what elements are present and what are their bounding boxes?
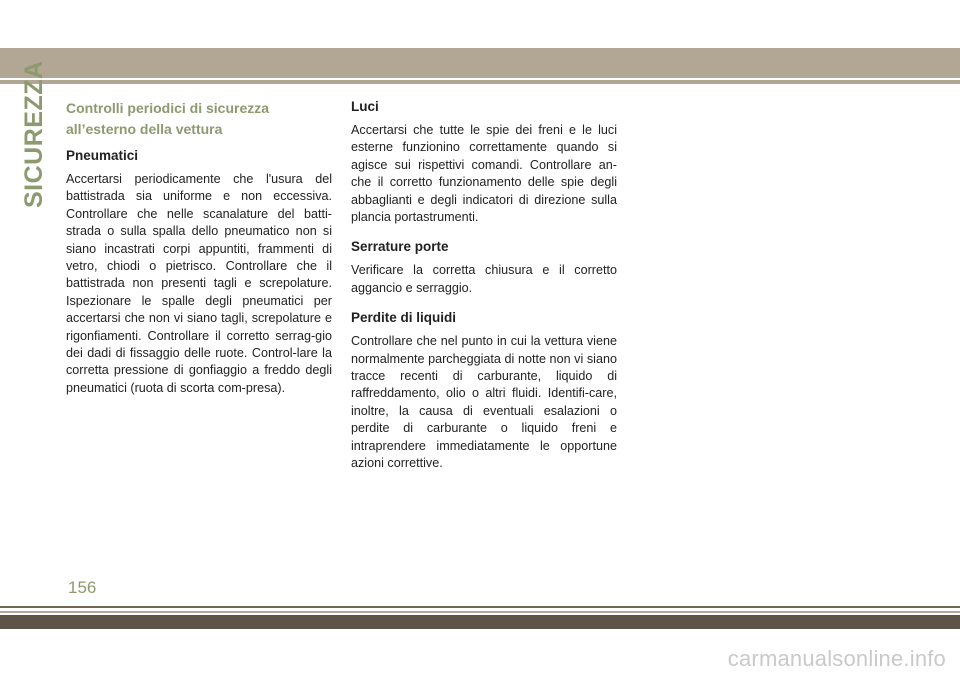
left-column: [66, 98, 332, 409]
page-number: 156: [68, 578, 97, 597]
section-title: Controlli periodici di sicurezza all’esterno della vettura: [66, 100, 270, 137]
right-column: [351, 98, 617, 485]
bottom-decorative-band: [0, 615, 960, 629]
paragraph-serrature-porte: Verificare la corretta chiusura e il corretto aggancio e serraggio.: [351, 263, 617, 295]
heading-serrature-porte: Serrature porte: [351, 239, 449, 255]
paragraph-perdite-liquidi: Controllare che nel punto in cui la vettura viene normalmente parcheggiata di notte non vi siano tracce recenti di carburante, liquido di raffreddamento, olio o altri fluidi. Identifi-care, inoltre, la causa di eventuali esalazioni o perdite di carburante o liquido freni e intraprendere immediatamente le opportune azioni correttive.: [351, 334, 617, 471]
heading-perdite-liquidi: Perdite di liquidi: [351, 310, 457, 326]
top-decorative-line: [0, 80, 960, 84]
heading-pneumatici: Pneumatici: [66, 148, 139, 163]
heading-luci: Luci: [351, 99, 379, 114]
top-decorative-band: [0, 48, 960, 78]
chapter-side-label: SICUREZZA: [20, 60, 48, 208]
paragraph-luci: Accertarsi che tutte le spie dei freni e le luci esterne funzionino correttamente quando si agisce sui rispettivi comandi. Controllare an-che il corretto funzionamento delle spie degli abbaglianti e degli indicatori di direzione sulla plancia portastrumenti.: [351, 123, 617, 225]
bottom-decorative-line: [0, 606, 960, 608]
paragraph-pneumatici: Accertarsi periodicamente che l'usura del battistrada sia uniforme e non eccessiva. Controllare che nelle scanalature del batti-strada o sulla spalla dello pneumatico non si siano incastrati corpi appuntiti, frammenti di vetro, chiodi o pietrisco. Controllare che il battistrada non presenti tagli e screpolature. Ispezionare le spalle degli pneumatici per accertarsi che non vi siano tagli, screpolature e rigonfiamenti. Controllare il corretto serrag-gio dei dadi di fissaggio delle ruote. Control-lare la corretta pressione di gonfiaggio a freddo degli pneumatici (ruota di scorta com-presa).: [66, 172, 332, 395]
bottom-decorative-line-light: [0, 611, 960, 613]
watermark-link[interactable]: carmanualsonline.info: [727, 646, 946, 671]
